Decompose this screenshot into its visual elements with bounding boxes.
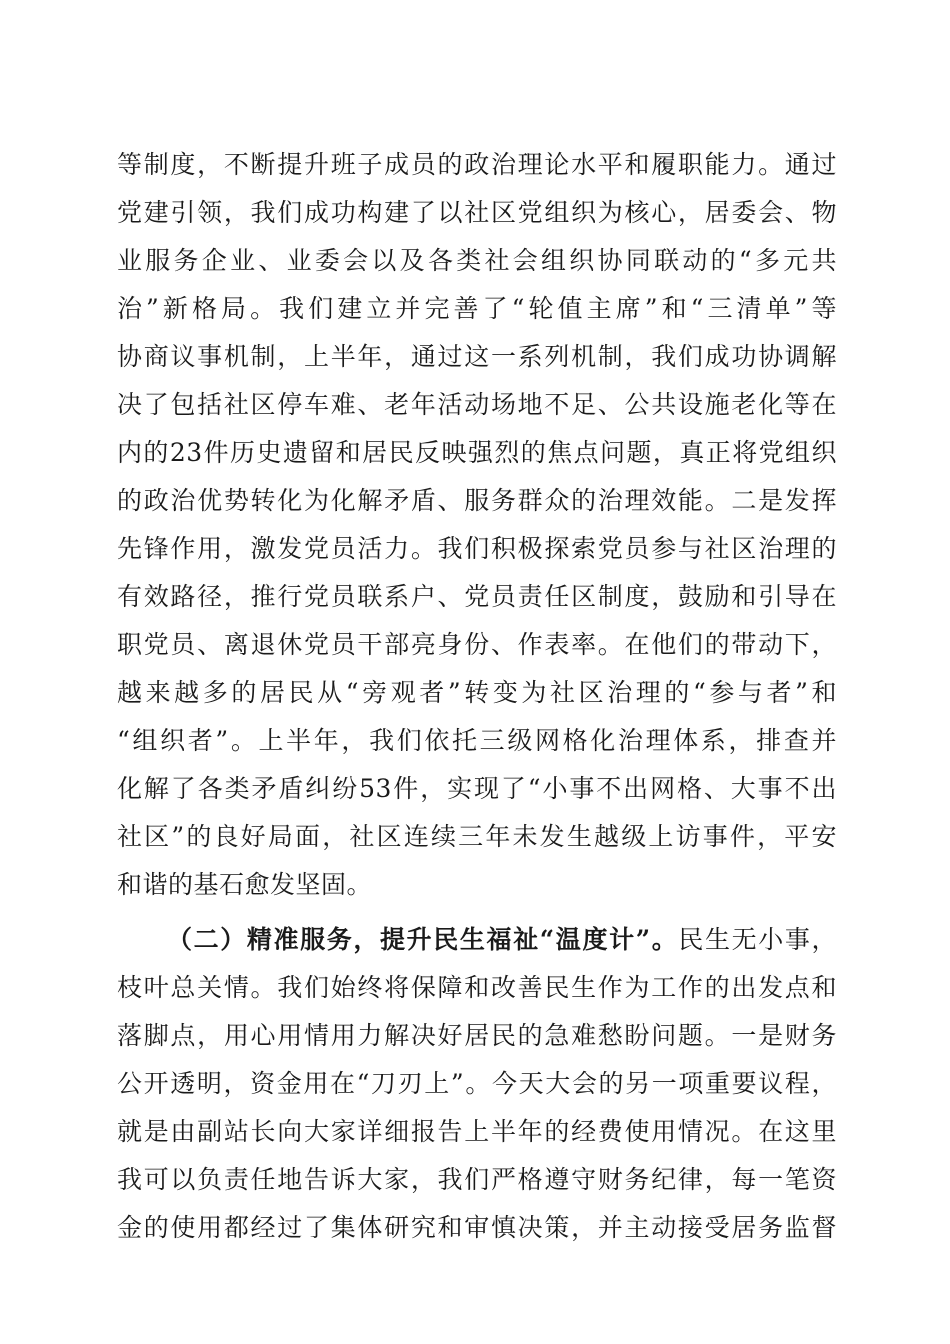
text-line: 治”新格局。我们建立并完善了“轮值主席”和“三清单”等 [117, 294, 837, 323]
text-line: 越来越多的居民从“旁观者”转变为社区治理的“参与者”和 [117, 678, 837, 707]
text-line: 先锋作用，激发党员活力。我们积极探索党员参与社区治理的 [117, 534, 837, 563]
text-line: 职党员、离退休党员干部亮身份、作表率。在他们的带动下， [117, 630, 837, 659]
text-line: 的政治优势转化为化解矛盾、服务群众的治理效能。二是发挥 [117, 486, 837, 515]
section-heading-line [117, 916, 837, 964]
body-text [117, 141, 837, 1252]
paragraph-1 [117, 141, 837, 909]
text-line: 公开透明，资金用在“刀刃上”。今天大会的另一项重要议程， [117, 1069, 837, 1098]
text-line: 等制度，不断提升班子成员的政治理论水平和履职能力。通过 [117, 150, 837, 179]
text-line: 化解了各类矛盾纠纷53件，实现了“小事不出网格、大事不出 [117, 774, 837, 803]
text-line: 社区”的良好局面，社区连续三年未发生越级上访事件，平安 [117, 822, 837, 851]
text-line: 业服务企业、业委会以及各类社会组织协同联动的“多元共 [117, 246, 837, 275]
text-line: 协商议事机制，上半年，通过这一系列机制，我们成功协调解 [117, 342, 837, 371]
text-line: 内的23件历史遗留和居民反映强烈的焦点问题，真正将党组织 [117, 438, 837, 467]
text-line: 我可以负责任地告诉大家，我们严格遵守财务纪律，每一笔资 [117, 1165, 837, 1194]
text-line: 有效路径，推行党员联系户、党员责任区制度，鼓励和引导在 [117, 582, 837, 611]
paragraph-2 [117, 916, 837, 1252]
text-line: 和谐的基石愈发坚固。 [117, 870, 373, 899]
paragraph-spacer [117, 909, 837, 916]
section-heading: （二）精准服务，提升民生福祉“温度计”。 [167, 925, 679, 954]
text-line: 落脚点，用心用情用力解决好居民的急难愁盼问题。一是财务 [117, 1021, 837, 1050]
text-line: 金的使用都经过了集体研究和审慎决策，并主动接受居务监督 [117, 1213, 837, 1242]
text-line: 枝叶总关情。我们始终将保障和改善民生作为工作的出发点和 [117, 973, 837, 1002]
heading-line-text: 民生无小事， [678, 925, 837, 954]
text-line: “组织者”。上半年，我们依托三级网格化治理体系，排查并 [117, 726, 837, 755]
text-line: 党建引领，我们成功构建了以社区党组织为核心，居委会、物 [117, 198, 837, 227]
text-line: 就是由副站长向大家详细报告上半年的经费使用情况。在这里 [117, 1117, 837, 1146]
text-line: 决了包括社区停车难、老年活动场地不足、公共设施老化等在 [117, 390, 837, 419]
